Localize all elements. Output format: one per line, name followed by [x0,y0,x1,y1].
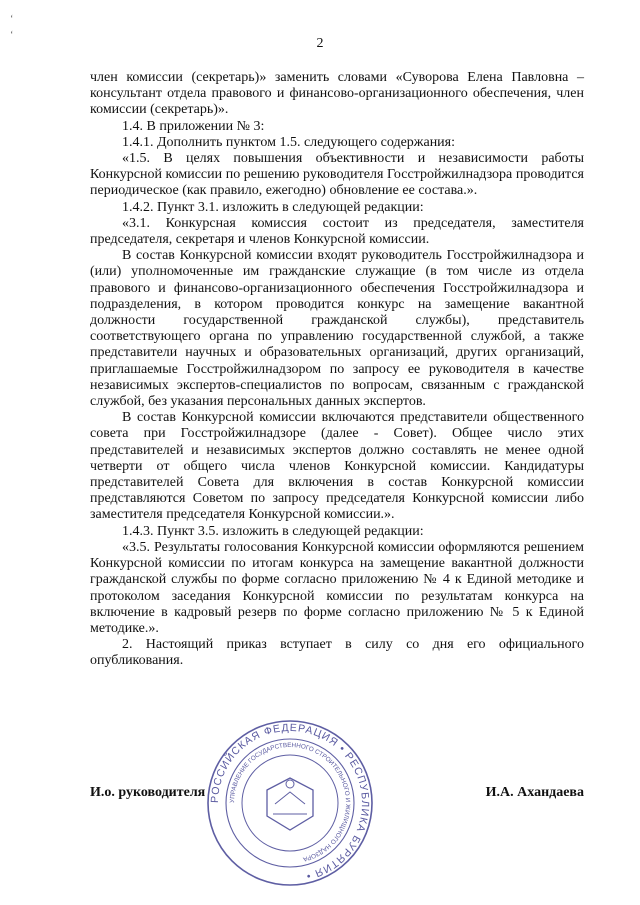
document-body [90,70,584,670]
paragraph: член комиссии (секретарь)» заменить словами «Суворова Елена Павловна – консультант отдела правового и финансово-организационного обеспечения, член комиссии (секретарь)». [90,70,584,118]
scan-mark: ʻ [10,14,14,25]
paragraph: 1.4.2. Пункт 3.1. изложить в следующей редакции: [122,199,424,215]
scan-mark: ʻ [10,30,14,41]
paragraph: В состав Конкурсной комиссии входят руководитель Госстройжилнадзора и (или) уполномоченные им гражданские служащие (в том числе из отдела правового и финансово-организационного обеспечения Госстройжилнадзора и подразделения, в котором проводится конкурс на замещение вакантной должности государственной гражданской службы), представитель соответствующего органа по управлению государственной службой, а также представители научных и образовательных организаций, других организаций, приглашаемые Госстройжилнадзором по запросу ее руководителя в качестве независимых экспертов-специалистов по вопросам, связанным с гражданской службой, без указания персональных данных экспертов. [90,248,584,410]
paragraph: В состав Конкурсной комиссии включаются представители общественного совета при Госстройжилнадзоре (далее - Совет). Общее число этих представителей и независимых экспертов должно составлять не менее одной четверти от общего числа членов Конкурсной комиссии. Кандидатуры представителей Совета для включения в состав Конкурсной комиссии представляются Советом по запросу председателя Конкурсной комиссии либо заместителя председателя Конкурсной комиссии.». [90,410,584,523]
paragraph: «1.5. В целях повышения объективности и независимости работы Конкурсной комиссии по решению руководителя Госстройжилнадзора проводится периодическое (как правило, ежегодно) обновление ее состава.». [90,151,584,199]
paragraph: 1.4.3. Пункт 3.5. изложить в следующей редакции: [122,523,424,539]
paragraph: «3.5. Результаты голосования Конкурсной комиссии оформляются решением Конкурсной комиссии по итогам конкурса на замещение вакантной должности гражданской службы по форме согласно приложению № 4 к Единой методике и протоколом заседания Конкурсной комиссии по результатам конкурса на включение в кадровый резерв по форме согласно приложению № 5 к Единой методике.». [90,539,584,636]
page-number: 2 [316,36,324,51]
seal-inner-text: УПРАВЛЕНИЕ ГОСУДАРСТВЕННОГО СТРОИТЕЛЬНОГО И ЖИЛИЩНОГО НАДЗОРА [228,741,352,863]
official-seal [205,718,375,888]
signatory-role: И.о. руководителя [90,785,206,800]
paragraph: 1.4. В приложении № 3: [122,118,265,134]
paragraph: «3.1. Конкурсная комиссия состоит из председателя, заместителя председателя, секретаря и членов Конкурсной комиссии. [90,215,584,248]
svg-text:УПРАВЛЕНИЕ ГОСУДАРСТВЕННОГО СТ [229,742,351,863]
paragraph: 2. Настоящий приказ вступает в силу со дня его официального опубликования. [90,637,584,669]
seal-outer-text: РОССИЙСКАЯ ФЕДЕРАЦИЯ • РЕСПУБЛИКА БУРЯТИЯ • [208,721,372,883]
paragraph: 1.4.1. Дополнить пунктом 1.5. следующего содержания: [122,134,456,150]
signatory-name: И.А. Ахандаева [485,785,584,800]
